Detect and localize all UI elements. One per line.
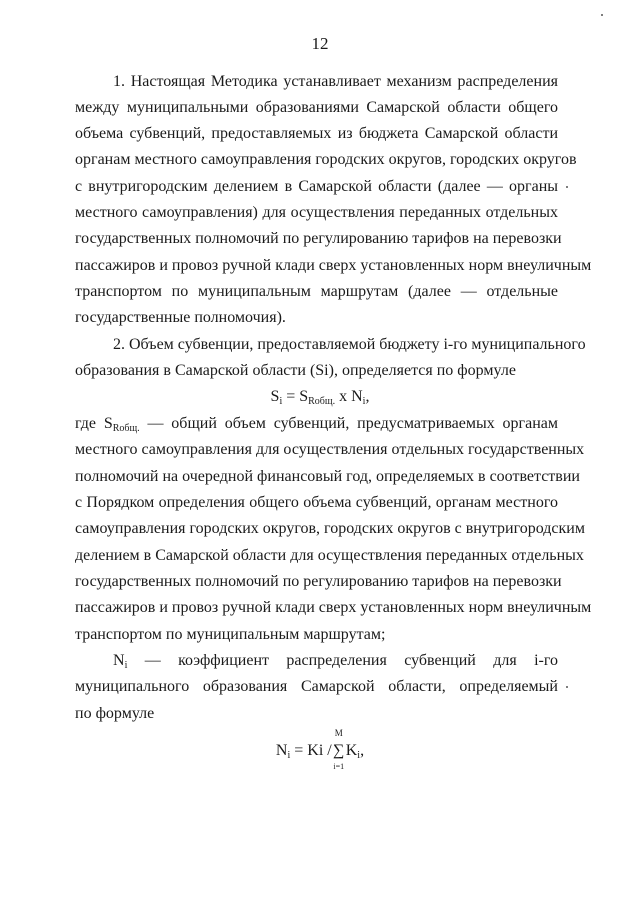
paragraph-line: между муниципальными образованиями Самарской области общего xyxy=(75,99,558,116)
formula-symbol: N xyxy=(275,742,288,759)
scan-speck xyxy=(601,14,603,16)
definition-first-line xyxy=(113,651,558,671)
paragraph-line: по формуле xyxy=(75,705,155,722)
paragraph-line: местного самоуправления для осуществления отдельных государственных xyxy=(75,441,585,458)
paragraph-line: 2. Объем субвенции, предоставляемой бюджету i-го муниципального xyxy=(113,336,586,353)
definition-text: — общий объем субвенций, предусматриваемых органам xyxy=(139,415,559,432)
sum-icon: ∑ xyxy=(333,742,345,759)
paragraph-line: государственных полномочий по регулированию тарифов на перевозки xyxy=(75,573,562,590)
formula-text: = S xyxy=(282,388,309,405)
formula-subscript: i xyxy=(362,396,366,407)
scan-speck xyxy=(566,686,568,688)
summation xyxy=(332,728,346,771)
paragraph-line: пассажиров и провоз ручной клади сверх установленных норм внеуличным xyxy=(75,599,592,616)
scan-speck xyxy=(566,186,568,188)
definition-symbol: N xyxy=(113,652,125,669)
formula-text: , xyxy=(365,388,370,405)
definition-text: где S xyxy=(75,415,113,432)
paragraph-line: самоуправления городских округов, городских округов с внутригородским xyxy=(75,520,585,537)
paragraph-line: транспортом по муниципальным маршрутам; xyxy=(75,626,386,643)
formula-subscript: i xyxy=(279,396,283,407)
formula-symbol: K xyxy=(345,742,358,759)
definition-first-line xyxy=(75,414,558,434)
formula-text: , xyxy=(360,742,365,759)
paragraph-line: с Порядком определения общего объема субвенций, органам местного xyxy=(75,494,558,511)
definition-subscript: Rобщ. xyxy=(112,423,140,434)
formula-subvention xyxy=(0,387,640,407)
formula-coefficient xyxy=(0,728,640,771)
paragraph-line: полномочий на очередной финансовый год, определяемых в соответствии xyxy=(75,468,580,485)
paragraph-line: транспортом по муниципальным маршрутам (далее — отдельные xyxy=(75,283,558,300)
paragraph-line: делением в Самарской области для осуществления переданных отдельных xyxy=(75,547,584,564)
paragraph-line: государственных полномочий по регулированию тарифов на перевозки xyxy=(75,230,562,247)
formula-text: = Ki / xyxy=(290,742,332,759)
paragraph-line: пассажиров и провоз ручной клади сверх установленных норм внеуличным xyxy=(75,257,592,274)
paragraph-line: местного самоуправления) для осуществления переданных отдельных xyxy=(75,204,558,221)
paragraph-line: органам местного самоуправления городских округов, городских округов xyxy=(75,151,577,168)
formula-subscript: i xyxy=(357,750,361,761)
paragraph-line: 1. Настоящая Методика устанавливает механизм распределения xyxy=(113,73,558,90)
sum-lower-limit: i=1 xyxy=(333,762,345,771)
paragraph-line: государственные полномочия). xyxy=(75,309,286,326)
formula-text: x N xyxy=(335,388,363,405)
definition-text: — коэффициент распределения субвенций для i-го xyxy=(127,652,558,669)
definition-subscript: i xyxy=(124,660,128,671)
paragraph-line: с внутригородским делением в Самарской области (далее — органы xyxy=(75,178,558,195)
paragraph-line: объема субвенций, предоставляемых из бюджета Самарской области xyxy=(75,125,558,142)
paragraph-line: образования в Самарской области (Si), определяется по формуле xyxy=(75,362,516,379)
formula-subscript: Rобщ. xyxy=(308,396,336,407)
sum-upper-limit: M xyxy=(334,728,343,738)
paragraph-line: муниципального образования Самарской области, определяемый xyxy=(75,678,558,695)
formula-symbol: S xyxy=(270,388,280,405)
formula-subscript: i xyxy=(287,750,291,761)
page-number: 12 xyxy=(311,34,329,53)
